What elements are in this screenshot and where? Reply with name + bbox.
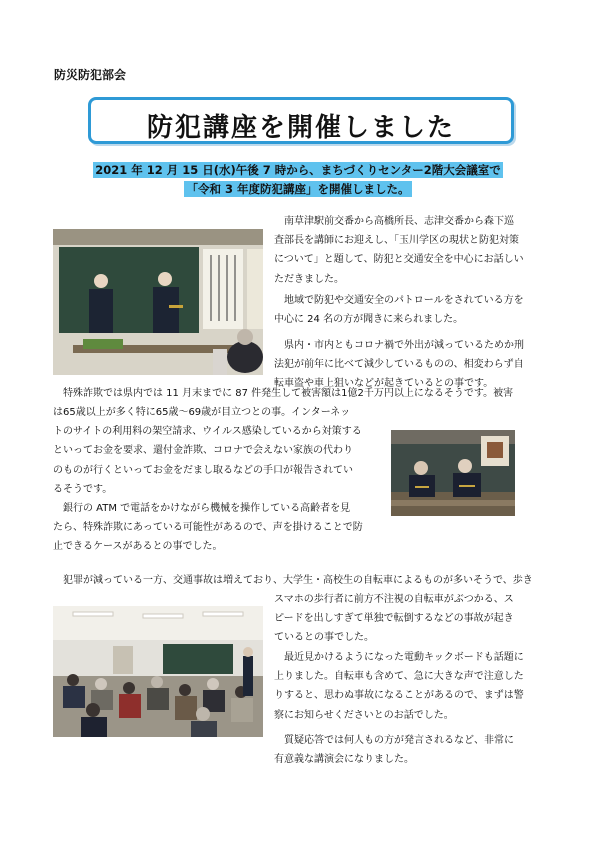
paragraph-line: 県内・市内ともコロナ禍で外出が減っているためか刑 [284, 340, 524, 351]
paragraph-4-line-1 [53, 384, 543, 403]
paragraph-line: について」と題して、防犯と交通安全を中心にお話しい [274, 254, 524, 266]
paragraph-line: 有意義な講演会になりました。 [274, 754, 414, 766]
paragraph-line: トのサイトの利用料の架空請求、ウイルス感染しているから対策する [53, 426, 362, 438]
paragraph-line: は65歳以上が多く特に65歳～69歳が目立つとの事。インターネッ [53, 407, 351, 418]
paragraph-line: 南草津駅前交番から高橋所長、志津交番から森下巡 [284, 216, 514, 227]
subtitle-text-2: 「令和 3 年度防犯講座」を開催しました。 [186, 182, 410, 196]
photo-audience [53, 606, 263, 737]
paragraph-line: 質疑応答では何人もの方が発言されるなど、非常に [284, 735, 514, 746]
paragraph-line: 止できるケースがあるとの事でした。 [53, 541, 223, 553]
subtitle-line-2 [60, 181, 536, 197]
paragraph-line: 法犯が前年に比べて減少しているものの、相変わらず自 [274, 359, 524, 371]
photo-lecture-front [53, 229, 263, 375]
section-label: 防災防犯部会 [54, 68, 127, 82]
paragraph-6 [274, 590, 542, 648]
photo-officers-seated [391, 430, 515, 516]
paragraph-line: 特殊詐欺では県内では 11 月末までに 87 件発生して被害額は1億2千万円以上になるそうです。被害 [63, 388, 514, 399]
paragraph-5 [53, 499, 383, 557]
paragraph-line: ピードを出しすぎて単独で転倒するなどの事故が起き [274, 613, 514, 625]
paragraph-line: 査部長を講師にお迎えし、「玉川学区の現状と防犯対策 [274, 235, 519, 247]
paragraph-line: りすると、思わぬ事故になることがあるので、まずは警 [274, 690, 524, 702]
page-title: 防犯講座を開催しました [146, 113, 455, 143]
paragraph-line: 転車盗や車上狙いなどが起きているとの事です。 [274, 378, 494, 390]
paragraph-line: 中心に 24 名の方が聞きに来られました。 [274, 314, 464, 326]
paragraph-1 [274, 212, 542, 289]
subtitle-text-1: 2021 年 12 月 15 日(水)午後 7 時から、まちづくりセンター2階大会議室で [95, 163, 501, 177]
paragraph-8 [274, 731, 542, 769]
paragraph-line: ただきました。 [274, 273, 344, 285]
paragraph-4 [53, 403, 383, 499]
paragraph-line: たら、特殊詐欺にあっている可能性があるので、声を掛けることで防 [53, 522, 363, 534]
paragraph-line: ているとの事でした。 [274, 632, 374, 644]
paragraph-2 [274, 291, 542, 329]
paragraph-line: 上りました。自転車も含めて、急に大きな声で注意した [274, 671, 524, 683]
title-box [88, 97, 514, 144]
paragraph-line: といってお金を要求、還付金詐欺、コロナで会えない家族の代わり [53, 445, 353, 457]
paragraph-line: のものが行くといってお金をだまし取るなどの手口が報告されてい [53, 464, 353, 476]
paragraph-6-line-1 [53, 571, 543, 590]
paragraph-7 [274, 648, 542, 725]
paragraph-line: 察にお知らせくださいとのお話でした。 [274, 709, 454, 721]
paragraph-line: スマホの歩行者に前方不注視の自転車がぶつかる、ス [274, 594, 514, 605]
paragraph-line: るそうです。 [53, 483, 113, 495]
paragraph-line: 地域で防犯や交通安全のパトロールをされている方を [284, 295, 524, 306]
subtitle-line-1 [60, 162, 536, 178]
paragraph-line: 銀行の ATM で電話をかけながら機械を操作している高齢者を見 [63, 503, 351, 514]
paragraph-line: 最近見かけるようになった電動キックボードも話題に [284, 652, 524, 663]
paragraph-line: 犯罪が減っている一方、交通事故は増えており、大学生・高校生の自転車によるものが多いそうで、歩き [63, 575, 533, 586]
